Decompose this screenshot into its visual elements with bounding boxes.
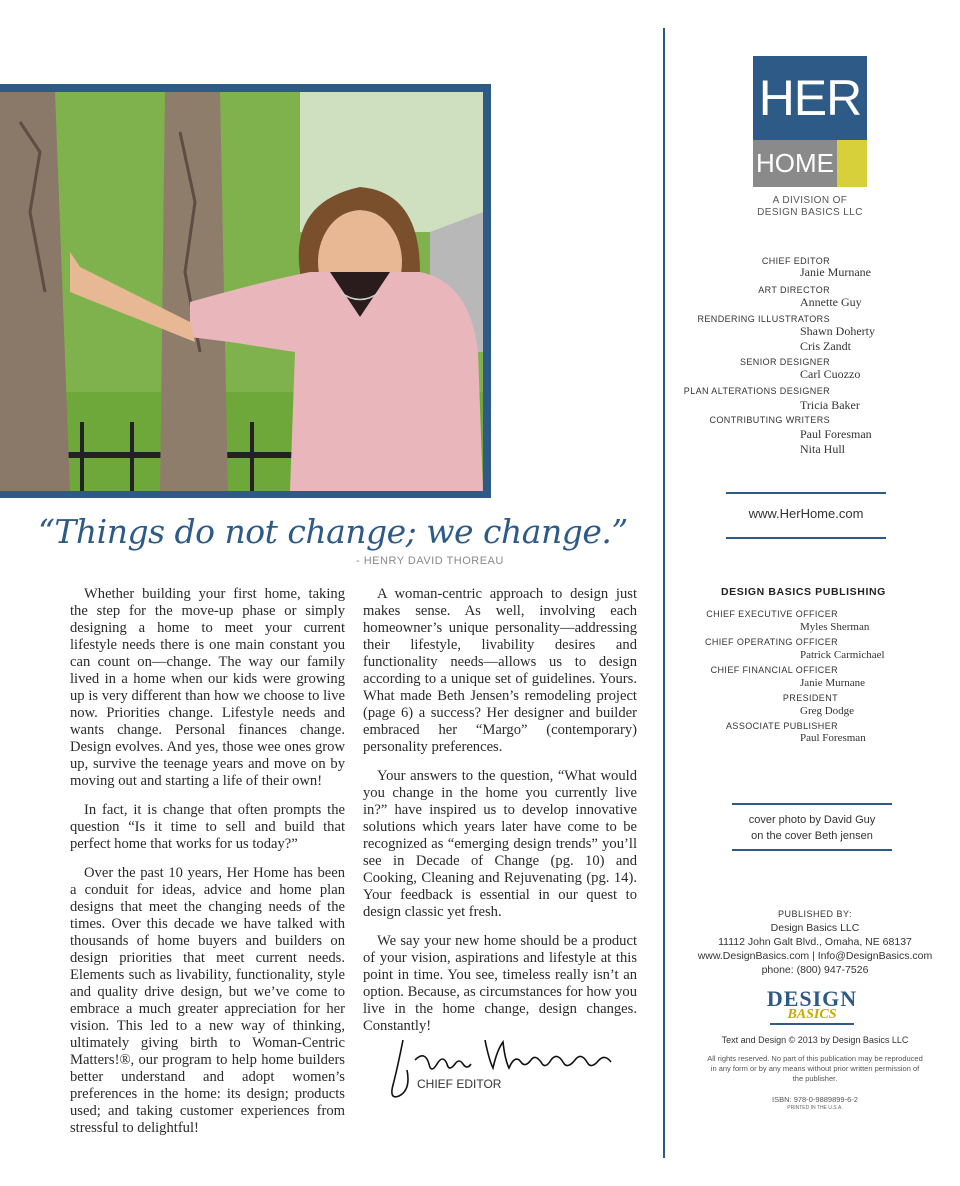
staff-name: Annette Guy	[800, 295, 862, 309]
pull-quote: “Things do not change; we change.”	[38, 512, 628, 551]
staff-role: CHIEF EDITOR	[761, 256, 830, 266]
staff-name: Carl Cuozzo	[800, 367, 861, 381]
logo-top: HER	[753, 56, 867, 140]
article-paragraph: Your answers to the question, “What would you change in the home you currently live in?” have inspired us to develop innovative solutions which years later have come to be recognized as “emerging design trends” you’ll see in Decade of Change (pg. 10) and Cooking, Cleaning and Rejuvenating (pg. 14). Your feedback is essential in our quest to design classic yet fresh.	[363, 768, 637, 920]
staff-name: Nita Hull	[800, 442, 845, 456]
officer-name: Janie Murnane	[800, 677, 866, 689]
officer-role: PRESIDENT	[782, 693, 838, 703]
db-logo-rule	[770, 1023, 854, 1025]
officer-name: Greg Dodge	[800, 705, 855, 717]
her-home-logo	[753, 56, 867, 187]
article-paragraph: Whether building your first home, taking the step for the move-up phase or simply designing a home to meet your current lifestyle needs there is one main constant you can count on—change. The way our family lived in a home when our kids were growing up is very different than how we choose to live now. Priorities change. Lifestyle needs and wants change. Personal finances change. Design evolves. And yes, those wee ones grow up, survive the teenage years and move on by moving out and starting a life of their own!	[70, 586, 345, 789]
staff-role: ART DIRECTOR	[758, 285, 830, 295]
publishing-heading: DESIGN BASICS PUBLISHING	[721, 586, 886, 598]
staff-name: Tricia Baker	[800, 398, 860, 412]
publisher-phone: phone: (800) 947-7526	[761, 964, 869, 976]
column-divider	[663, 28, 665, 1158]
officer-role: CHIEF FINANCIAL OFFICER	[710, 665, 838, 675]
publisher-info	[690, 907, 940, 977]
staff-role: SENIOR DESIGNER	[739, 357, 830, 367]
design-basics-logo	[762, 988, 862, 1028]
cover-rule-top	[732, 803, 892, 805]
publisher-web[interactable]: www.DesignBasics.com | Info@DesignBasics.com	[697, 950, 933, 962]
article-paragraph: We say your new home should be a product of your vision, aspirations and lifestyle at this point in time. You see, timeless really isn’t an option. Because, as circumstances for how you live in the home change, design changes. Constantly!	[363, 933, 637, 1034]
signature-text	[385, 1028, 393, 1029]
division-line-1: A DIVISION OF	[772, 195, 848, 206]
website-link[interactable]: www.HerHome.com	[748, 506, 864, 521]
signature	[385, 1030, 625, 1105]
division-label	[735, 195, 885, 219]
staff-role: CONTRIBUTING WRITERS	[709, 415, 830, 425]
cover-credit	[732, 812, 892, 844]
db-logo-line-2: BASICS	[787, 1007, 837, 1022]
cover-credit-line-1: cover photo by David Guy	[748, 814, 876, 826]
officer-name: Patrick Carmichael	[800, 649, 885, 661]
staff-name: Paul Foresman	[800, 427, 872, 441]
officer-role: ASSOCIATE PUBLISHER	[726, 721, 838, 731]
printed-in: PRINTED IN THE U.S.A.	[787, 1105, 843, 1111]
article-paragraph: Over the past 10 years, Her Home has been a conduit for ideas, advice and home plan designs that meet the changing needs of the times. Over this decade we have talked with thousands of home buyers and builders on design priorities that meet current needs. Elements such as livability, functionality, style and quality drive design, but we’ve come to embrace a much greater appreciation for her vision. This led to a new way of thinking, ultimately giving birth to Woman-Centric Matters!®, our program to help home builders better understand and adopt women’s preferences in the home: its design; products used; and taking customer experiences from stressful to delightful!	[70, 865, 345, 1136]
staff-name: Shawn Doherty	[800, 324, 875, 338]
signature-graphic	[385, 1030, 625, 1105]
logo-yellow-block	[837, 140, 867, 187]
article-column-2	[363, 586, 637, 1047]
article-column-1	[70, 586, 345, 1149]
website-rule-top	[726, 492, 886, 494]
signature-title: CHIEF EDITOR	[417, 1077, 502, 1091]
photo-illustration	[0, 92, 483, 491]
staff-name: Janie Murnane	[800, 265, 871, 279]
rights-notice: All rights reserved. No part of this publication may be reproduced in any form or by any means without prior written permission of the publisher.	[707, 1054, 923, 1083]
officer-name: Paul Foresman	[800, 732, 866, 744]
quote-author: - HENRY DAVID THOREAU	[356, 555, 504, 567]
cover-credit-line-2: on the cover Beth jensen	[751, 830, 873, 842]
staff-role: RENDERING ILLUSTRATORS	[697, 314, 830, 324]
officer-name: Myles Sherman	[800, 621, 870, 633]
article-paragraph: In fact, it is change that often prompts the question “Is it time to sell and build that perfect home that works for us today?”	[70, 802, 345, 852]
publisher-address: 11112 John Galt Blvd., Omaha, NE 68137	[718, 936, 912, 948]
db-logo-line-1: DESIGN	[766, 986, 858, 1011]
division-line-2: DESIGN BASICS LLC	[757, 207, 863, 218]
isbn: ISBN: 978-0-9889899-6-2	[772, 1095, 858, 1104]
officer-role: CHIEF EXECUTIVE OFFICER	[706, 609, 838, 619]
feature-photo	[0, 92, 483, 491]
publisher-name: Design Basics LLC	[770, 922, 860, 934]
officer-role: CHIEF OPERATING OFFICER	[704, 637, 838, 647]
article-paragraph: A woman-centric approach to design just makes sense. As well, involving each homeowner’s unique personality—addressing their lifestyle, livability desires and functionality needs—allows us to design according to a unique set of guidelines. Yours. What made Beth Jensen’s remodeling project (page 6) a success? Her designer and builder embraced her “Margo” (contemporary) personality preferences.	[363, 586, 637, 755]
published-by-label: PUBLISHED BY:	[777, 909, 853, 919]
staff-role: PLAN ALTERATIONS DESIGNER	[683, 386, 830, 396]
copyright: Text and Design © 2013 by Design Basics LLC	[721, 1035, 909, 1045]
cover-rule-bottom	[732, 849, 892, 851]
feature-photo-frame	[0, 84, 491, 498]
logo-bottom: HOME	[753, 140, 837, 187]
website-rule-bottom	[726, 537, 886, 539]
staff-name: Cris Zandt	[800, 339, 851, 353]
